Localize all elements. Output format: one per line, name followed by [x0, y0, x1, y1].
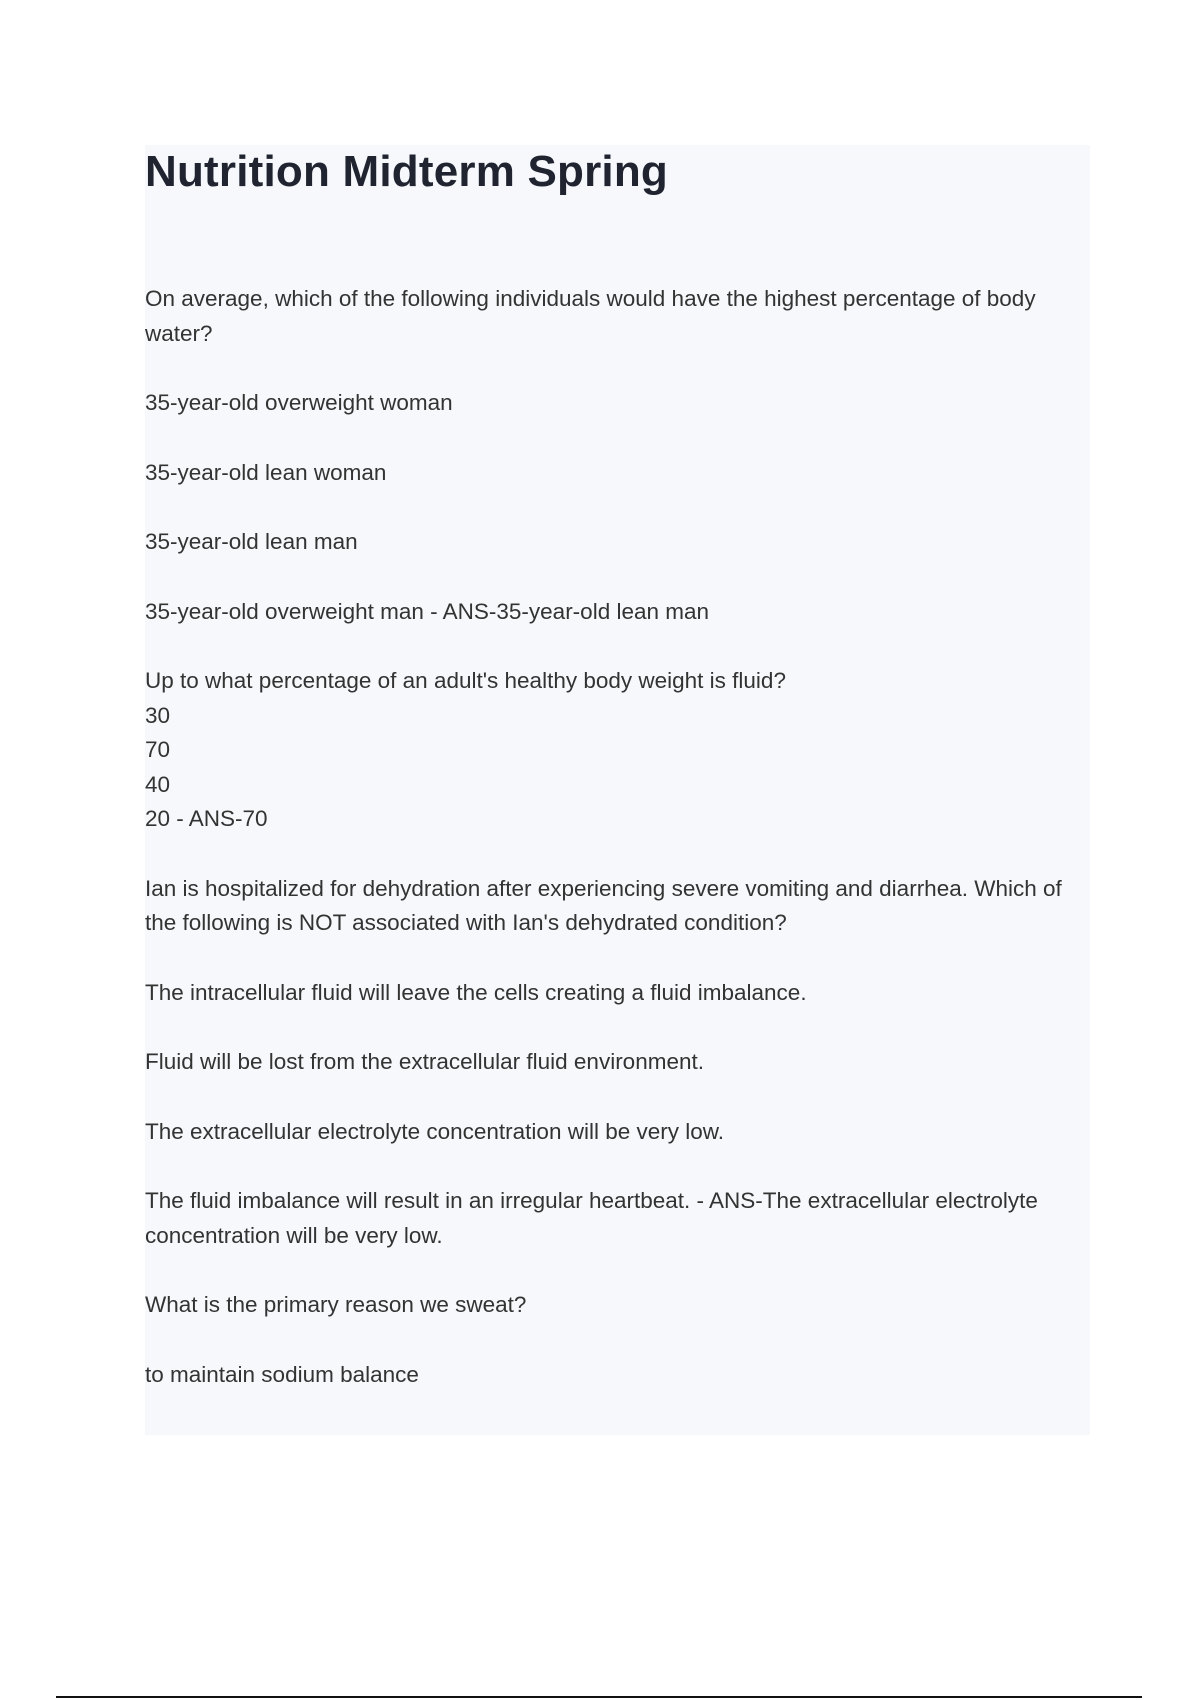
question-3-prompt: Ian is hospitalized for dehydration after experiencing severe vomiting and diarrhea. Which of the following is NOT associated with Ian's dehydrated condition? [145, 875, 1062, 935]
question-2-option-1: 30 [145, 702, 171, 728]
question-1-option-3: 35-year-old lean man [145, 529, 358, 554]
question-3-option-1: The intracellular fluid will leave the cells creating a fluid imbalance. [145, 979, 807, 1005]
question-2-answer-line: 20 - ANS-70 [145, 806, 268, 831]
question-1-option-1: 35-year-old overweight woman [145, 390, 453, 415]
document-title: Nutrition Midterm Spring [145, 147, 668, 196]
question-2-option-2: 70 [145, 737, 171, 762]
question-2-prompt: Up to what percentage of an adult's healthy body weight is fluid? [145, 668, 786, 693]
question-3-option-2: Fluid will be lost from the extracellular fluid environment. [145, 1049, 704, 1074]
question-1-option-2: 35-year-old lean woman [145, 459, 387, 485]
question-4-prompt: What is the primary reason we sweat? [145, 1292, 527, 1317]
question-4-option-1: to maintain sodium balance [145, 1361, 419, 1387]
question-3-option-3: The extracellular electrolyte concentration will be very low. [145, 1118, 725, 1144]
question-1-prompt: On average, which of the following individuals would have the highest percentage of body water? [145, 286, 1036, 346]
question-3-answer-line: The fluid imbalance will result in an irregular heartbeat. - ANS-The extracellular electrolyte concentration will be very low. [145, 1188, 1038, 1248]
document-body [145, 282, 1075, 1392]
page-bottom-rule [56, 1696, 1142, 1698]
question-2-option-3: 40 [145, 771, 171, 797]
question-1-answer-line: 35-year-old overweight man - ANS-35-year-old lean man [145, 598, 710, 624]
